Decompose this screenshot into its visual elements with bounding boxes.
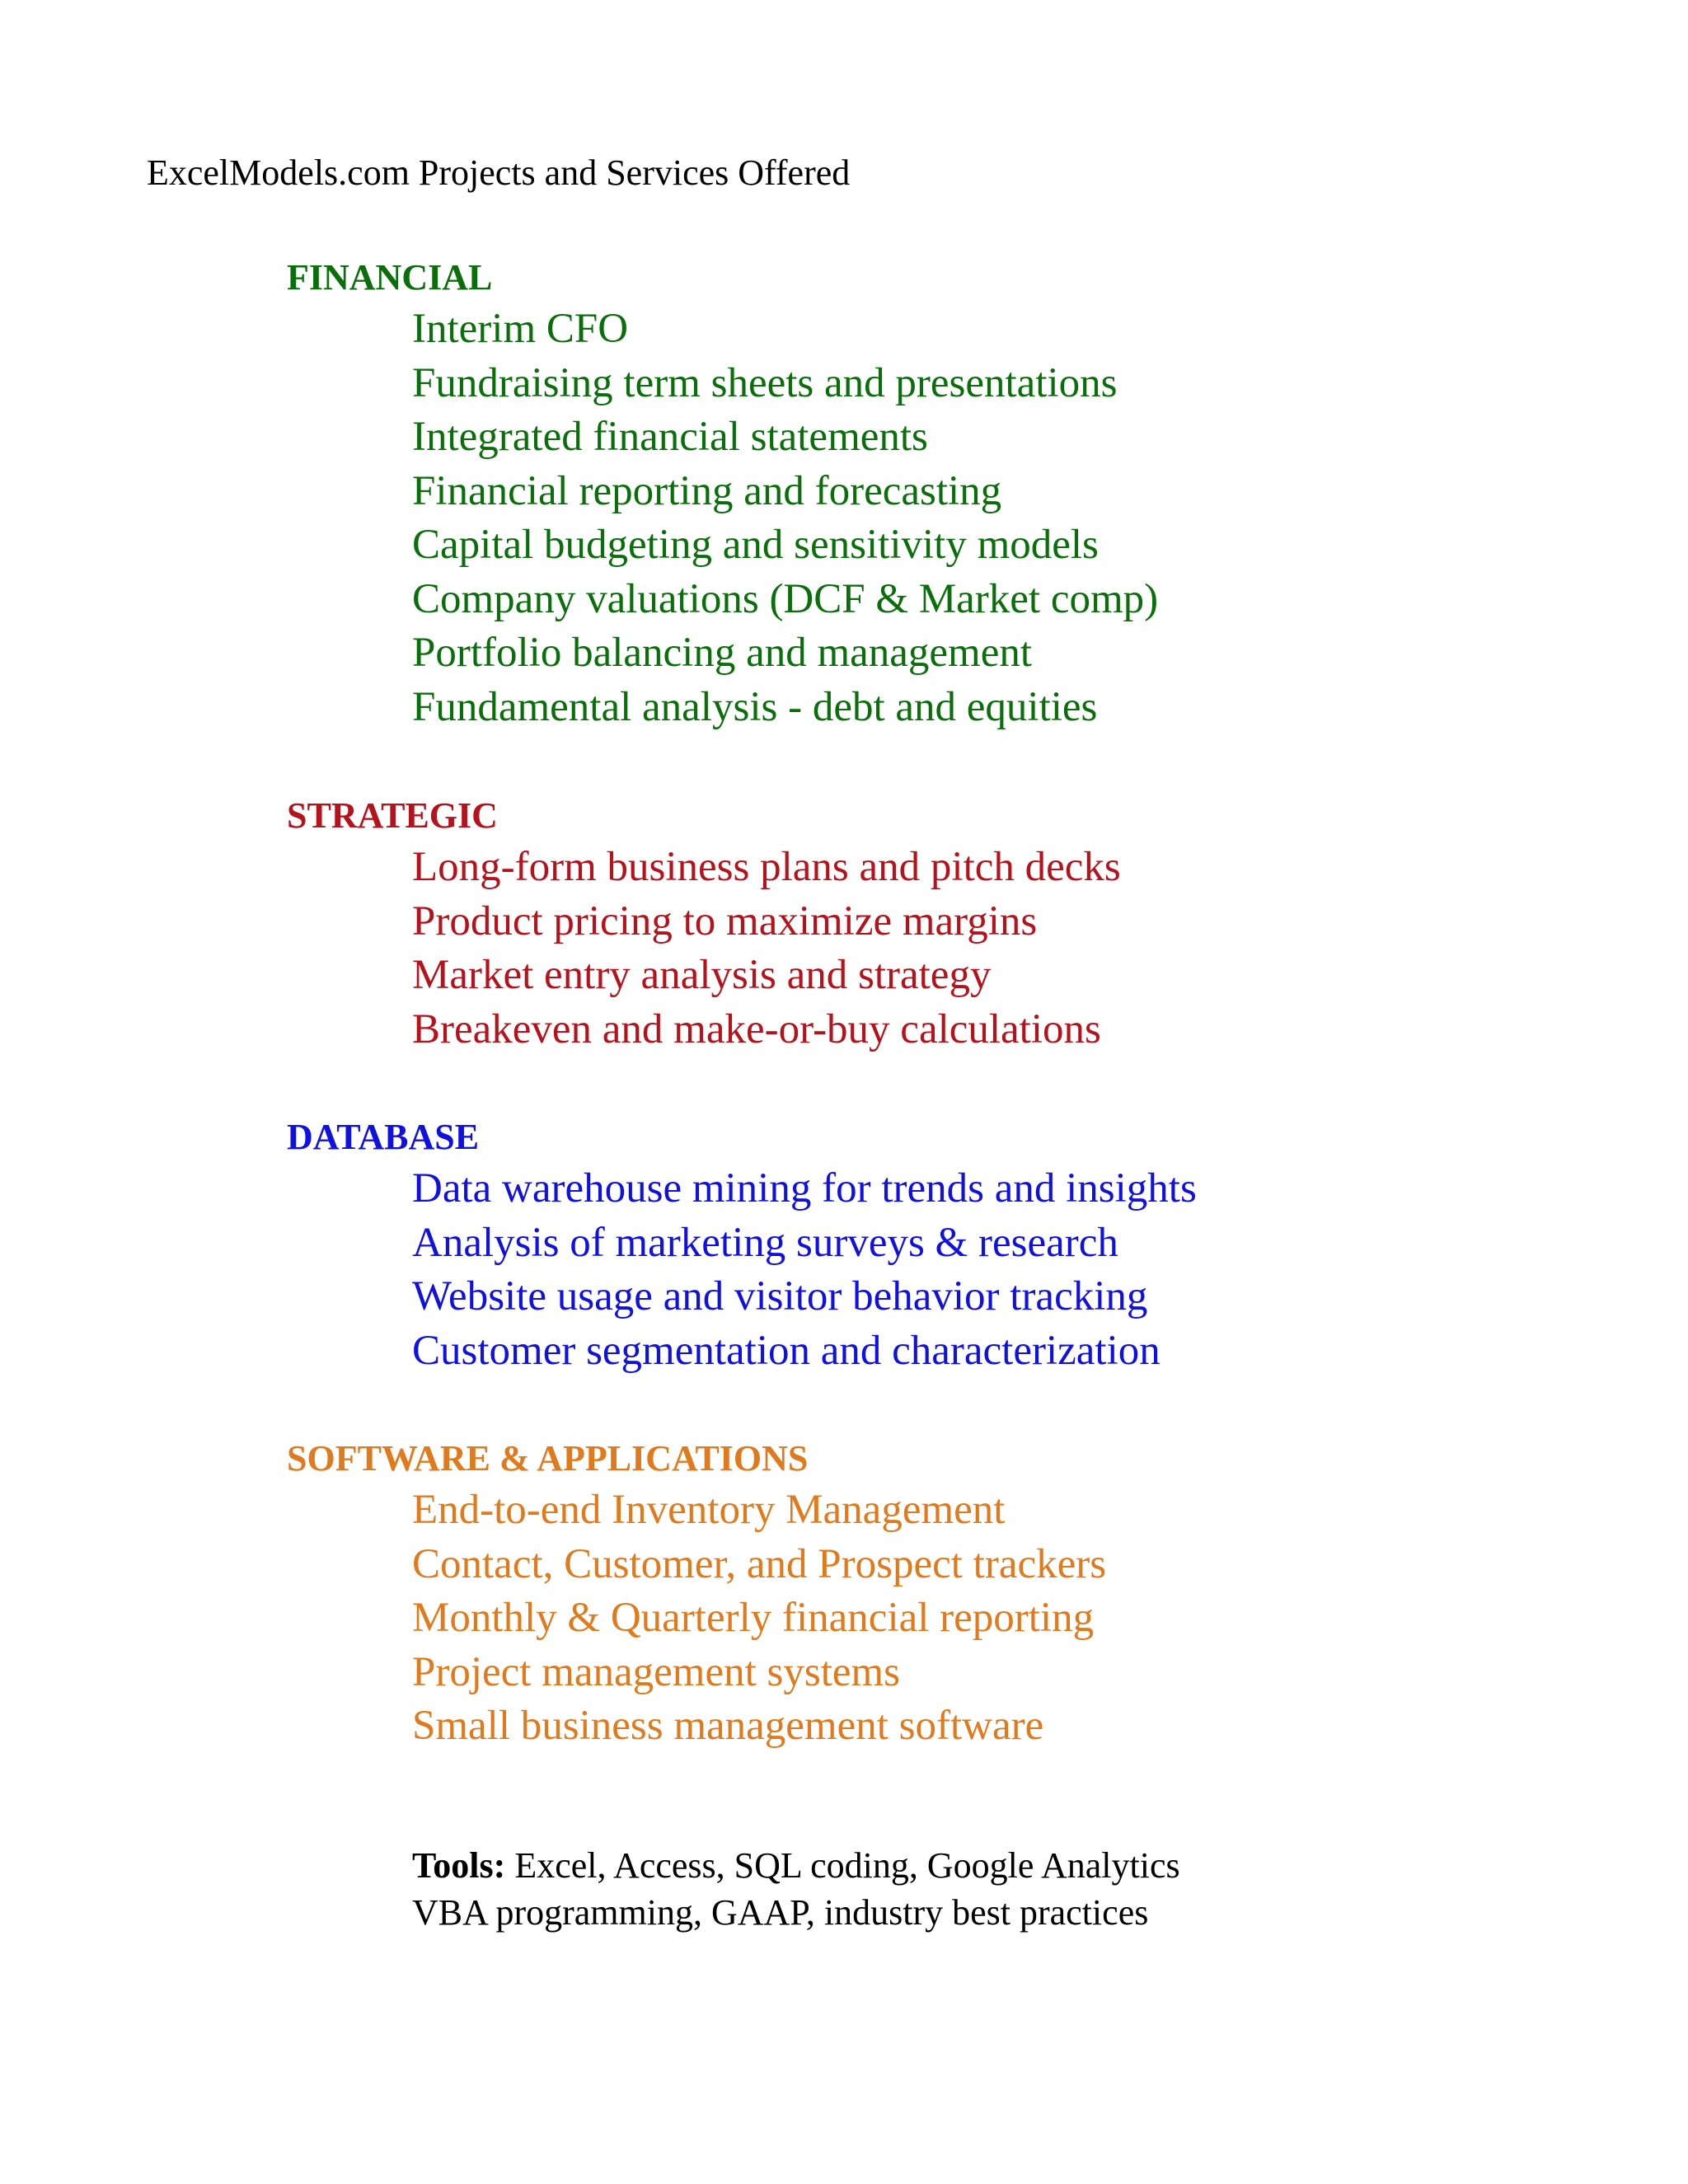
section-financial bbox=[287, 253, 1606, 734]
service-item: Integrated financial statements bbox=[412, 414, 928, 460]
service-list-financial bbox=[287, 302, 1606, 734]
service-item: Fundraising term sheets and presentations bbox=[412, 359, 1118, 406]
service-item: End-to-end Inventory Management bbox=[412, 1487, 1006, 1533]
service-item: Small business management software bbox=[412, 1703, 1044, 1749]
section-heading-financial: FINANCIAL bbox=[287, 257, 493, 298]
tools-label: Tools: bbox=[412, 1845, 506, 1886]
service-item: Financial reporting and forecasting bbox=[412, 467, 1002, 514]
service-item: Capital budgeting and sensitivity models bbox=[412, 522, 1099, 568]
tools-list-1: Excel, Access, SQL coding, Google Analytics bbox=[514, 1845, 1180, 1886]
service-item: Market entry analysis and strategy bbox=[412, 952, 992, 998]
service-item: Portfolio balancing and management bbox=[412, 630, 1033, 676]
section-database bbox=[287, 1113, 1606, 1378]
service-item: Long-form business plans and pitch decks bbox=[412, 844, 1121, 890]
service-item: Customer segmentation and characterization bbox=[412, 1327, 1160, 1374]
tools-line-2: VBA programming, GAAP, industry best practices bbox=[412, 1892, 1149, 1933]
section-heading-software: SOFTWARE & APPLICATIONS bbox=[287, 1438, 809, 1479]
service-item: Company valuations (DCF & Market comp) bbox=[412, 575, 1159, 622]
service-item: Breakeven and make-or-buy calculations bbox=[412, 1005, 1101, 1052]
tools-block bbox=[412, 1842, 1180, 1936]
section-heading-database: DATABASE bbox=[287, 1117, 480, 1157]
tools-line-1 bbox=[412, 1842, 1180, 1889]
section-strategic bbox=[287, 791, 1606, 1057]
service-list-database bbox=[287, 1162, 1606, 1378]
service-item: Analysis of marketing surveys & research bbox=[412, 1219, 1118, 1266]
section-heading-strategic: STRATEGIC bbox=[287, 795, 498, 836]
service-item: Fundamental analysis - debt and equities bbox=[412, 683, 1098, 730]
service-item: Interim CFO bbox=[412, 306, 629, 352]
service-item: Website usage and visitor behavior tracking bbox=[412, 1273, 1148, 1319]
service-item: Product pricing to maximize margins bbox=[412, 898, 1038, 944]
document-title: ExcelModels.com Projects and Services Offered bbox=[147, 152, 851, 193]
service-item: Data warehouse mining for trends and insights bbox=[412, 1165, 1197, 1212]
service-item: Monthly & Quarterly financial reporting bbox=[412, 1595, 1095, 1641]
service-list-strategic bbox=[287, 841, 1606, 1057]
service-item: Project management systems bbox=[412, 1648, 901, 1695]
service-list-software bbox=[287, 1483, 1606, 1754]
section-software bbox=[287, 1434, 1606, 1754]
service-item: Contact, Customer, and Prospect trackers bbox=[412, 1540, 1107, 1587]
